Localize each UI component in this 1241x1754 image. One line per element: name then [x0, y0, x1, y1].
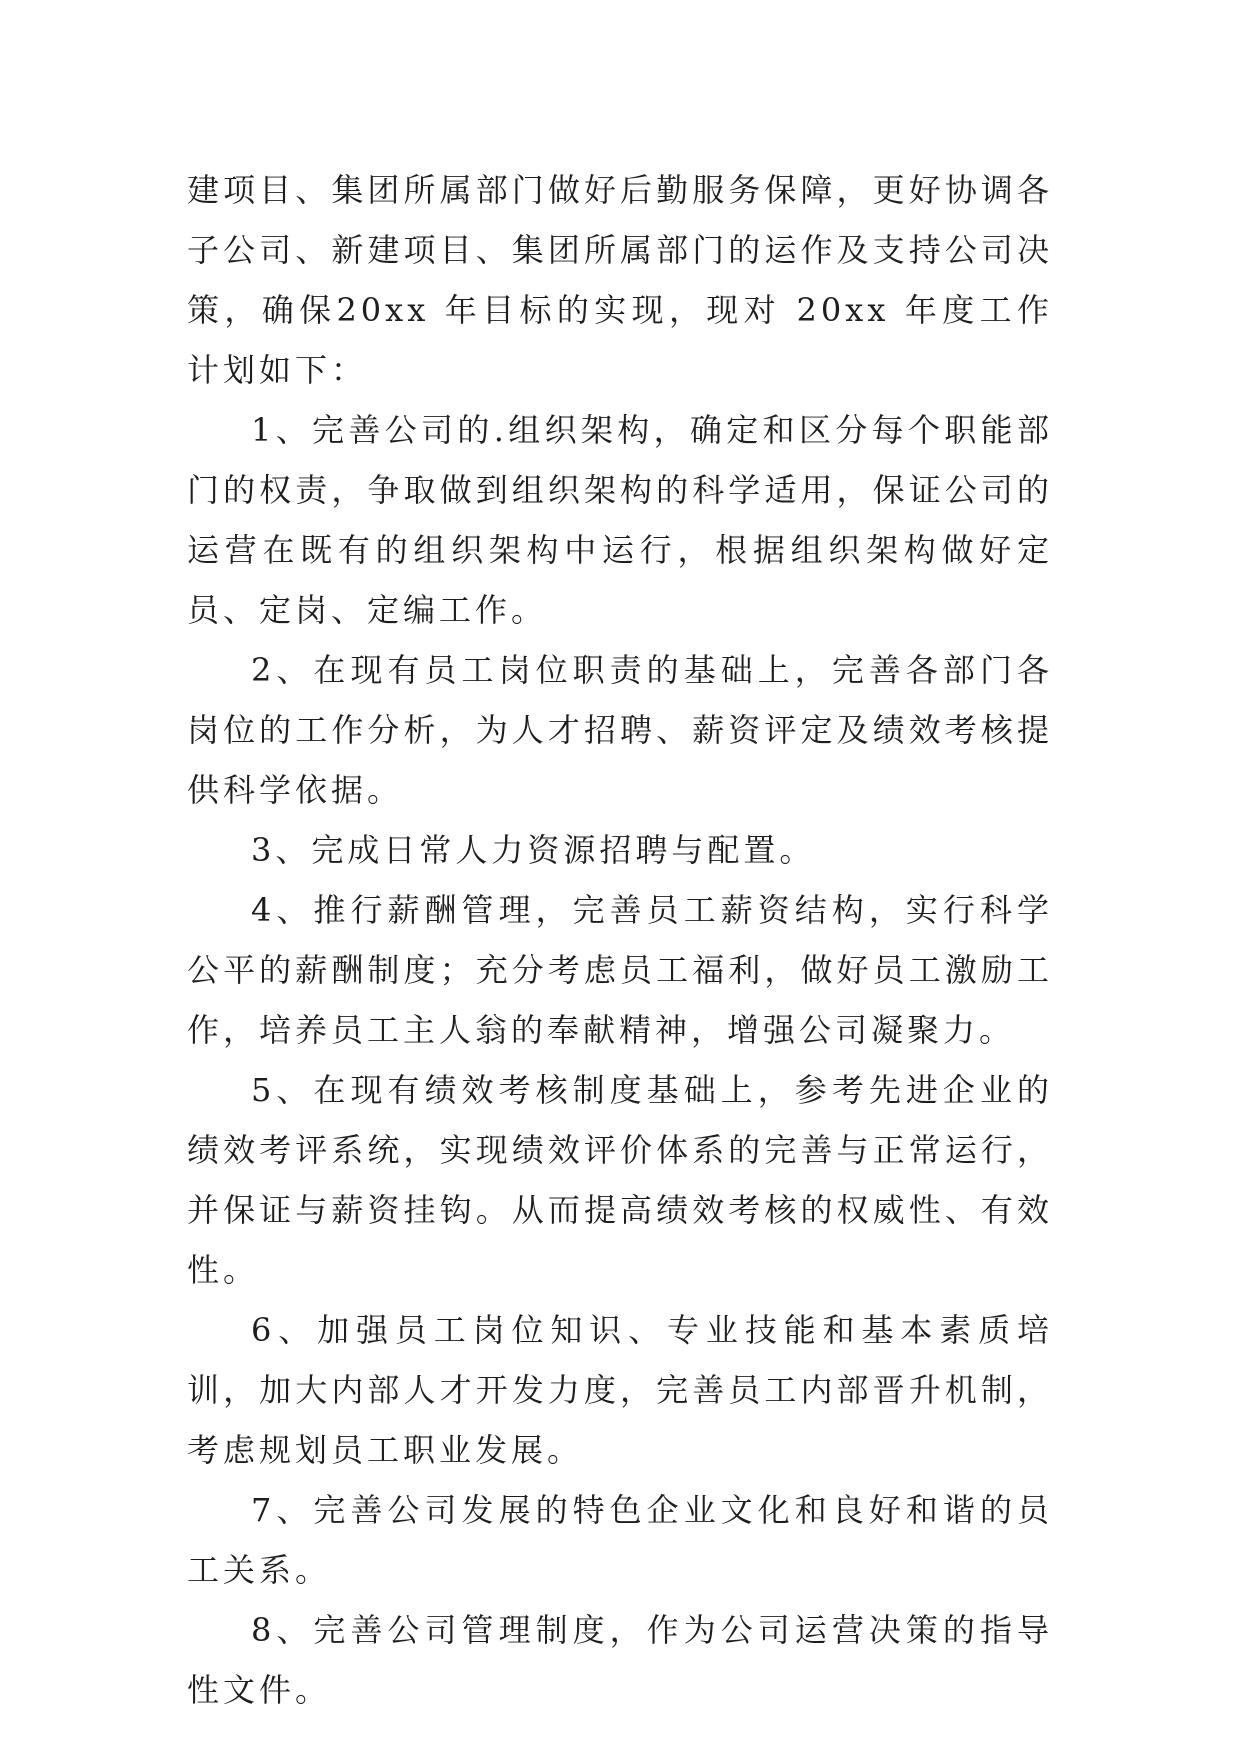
document-body	[187, 160, 1053, 1720]
paragraph-item-6: 6、加强员工岗位知识、专业技能和基本素质培训，加大内部人才开发力度，完善员工内部晋升机制，考虑规划员工职业发展。	[187, 1311, 1053, 1469]
paragraph-item-7: 7、完善公司发展的特色企业文化和良好和谐的员工关系。	[187, 1491, 1053, 1589]
paragraph-item-5: 5、在现有绩效考核制度基础上，参考先进企业的绩效考评系统，实现绩效评价体系的完善与正常运行，并保证与薪资挂钩。从而提高绩效考核的权威性、有效性。	[187, 1071, 1053, 1289]
paragraph-item-2: 2、在现有员工岗位职责的基础上，完善各部门各岗位的工作分析，为人才招聘、薪资评定及绩效考核提供科学依据。	[187, 651, 1053, 809]
paragraph-item-4: 4、推行薪酬管理，完善员工薪资结构，实行科学公平的薪酬制度；充分考虑员工福利，做好员工激励工作，培养员工主人翁的奉献精神，增强公司凝聚力。	[187, 891, 1053, 1049]
paragraph-item-3: 3、完成日常人力资源招聘与配置。	[251, 831, 816, 869]
paragraph-item-1: 1、完善公司的.组织架构，确定和区分每个职能部门的权责，争取做到组织架构的科学适用，保证公司的运营在既有的组织架构中运行，根据组织架构做好定员、定岗、定编工作。	[187, 411, 1053, 629]
paragraph-item-8: 8、完善公司管理制度，作为公司运营决策的指导性文件。	[187, 1611, 1053, 1709]
paragraph-continuation: 建项目、集团所属部门做好后勤服务保障，更好协调各子公司、新建项目、集团所属部门的运作及支持公司决策，确保20xx 年目标的实现，现对 20xx 年度工作计划如下：	[187, 171, 1053, 389]
